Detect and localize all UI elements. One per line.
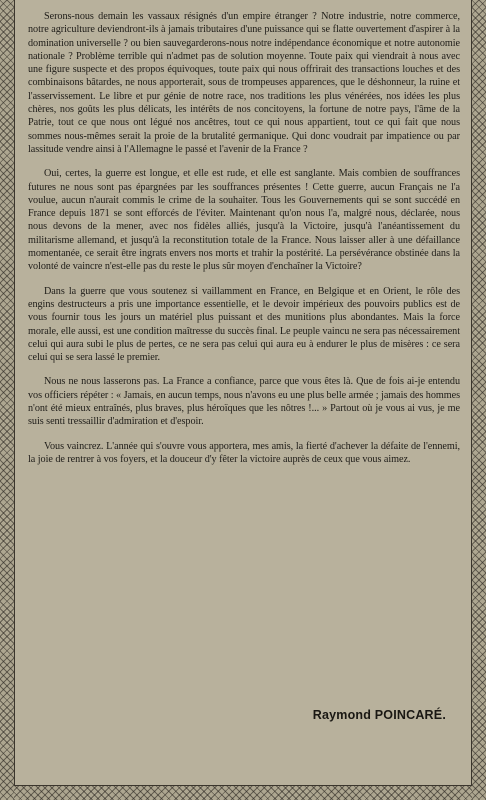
article-paragraph-1: Serons-nous demain les vassaux résignés d'un empire étranger ? Notre industrie, notre commerce, notre agriculture deviendront-ils à jamais tributaires d'une puissance qui se flatte ouvertement d'aspirer à la domination universelle ? ou bien sauvegarderons-nous notre indépendance économique et notre autonomie nationale ? Problème terrible qui n'admet pas de solution moyenne. Toute paix qui viendrait à nous avec une figure suspecte et des propos équivoques, toute paix qui nous offrirait des transactions louches et des combinaisons bâtardes, ne nous apporterait, sous de trompeuses apparences, que le déshonneur, la ruine et l'asservissement. Le libre et pur génie de notre race, nos traditions les plus vénérées, nos idées les plus chères, nos goûts les plus délicats, les intérêts de nos concitoyens, la fortune de notre pays, l'âme de la Patrie, tout ce que nous ont légué nos ancêtres, tout ce qui nous appartient, tout ce qui fait que nous sommes nous-mêmes serait la proie de la brutalité germanique. Qui donc voudrait par impatience ou par lassitude vendre ainsi à l'Allemagne le passé et l'avenir de la France ? [28, 11, 460, 155]
article-paragraph-2: Oui, certes, la guerre est longue, et elle est rude, et elle est sanglante. Mais combien de souffrances futures ne nous sont pas épargnées par les souffrances présentes ! Cette guerre, aucun Français ne l'a voulue, aucun n'aurait commis le crime de la souhaiter. Tous les Gouvernements qui se sont succédé en France depuis 1871 se sont efforcés de l'éviter. Maintenant qu'on nous l'a, malgré nous, déclarée, nous nous devons de la mener, avec nos fidèles alliés, jusqu'à la Victoire, jusqu'à l'anéantissement du militarisme allemand, et jusqu'à la reconstitution totale de la France. Nous laisser aller à une défaillance momentanée, ce serait être ingrats envers nos morts et trahir la postérité. La persévérance obstinée dans la volonté de vaincre n'est-elle pas du reste le plus sûr moyen d'enchaîner la Victoire? [28, 168, 460, 273]
article-paragraph-4: Nous ne nous lasserons pas. La France a confiance, parce que vous êtes là. Que de fois ai-je entendu vos officiers répéter : « Jamais, en aucun temps, nous n'avons eu une plus belle armée ; jamais des hommes n'ont été mieux entraînés, plus braves, plus héroïques que les nôtres !... » Partout où je vous ai vus, je me suis senti tressaillir d'admiration et d'espoir. [28, 376, 460, 428]
author-signature: Raymond POINCARÉ. [312, 708, 446, 722]
article-paragraph-3: Dans la guerre que vous soutenez si vaillamment en France, en Belgique et en Orient, le rôle des engins destructeurs a pris une importance essentielle, et le devoir impérieux des pouvoirs publics est de vous fournir tous les jours un matériel plus puissant et des munitions plus abondantes. Mais la force morale, elle aussi, est une condition maîtresse du succès final. Le peuple vaincu ne sera pas nécessairement celui qui aura subi le plus de pertes, ce ne sera pas celui qui aura eu à endurer le plus de misères : ce sera celui qui se sera lassé le premier. [28, 285, 460, 364]
decorative-border-left [0, 0, 15, 800]
decorative-border-right [471, 0, 486, 800]
article-body [28, 10, 460, 477]
article-paragraph-5: Vous vaincrez. L'année qui s'ouvre vous apportera, mes amis, la fierté d'achever la défaite de l'ennemi, la joie de rentrer à vos foyers, et la douceur d'y fêter la victoire auprès de ceux que vous aimez. [28, 440, 460, 465]
decorative-border-bottom [14, 785, 472, 800]
